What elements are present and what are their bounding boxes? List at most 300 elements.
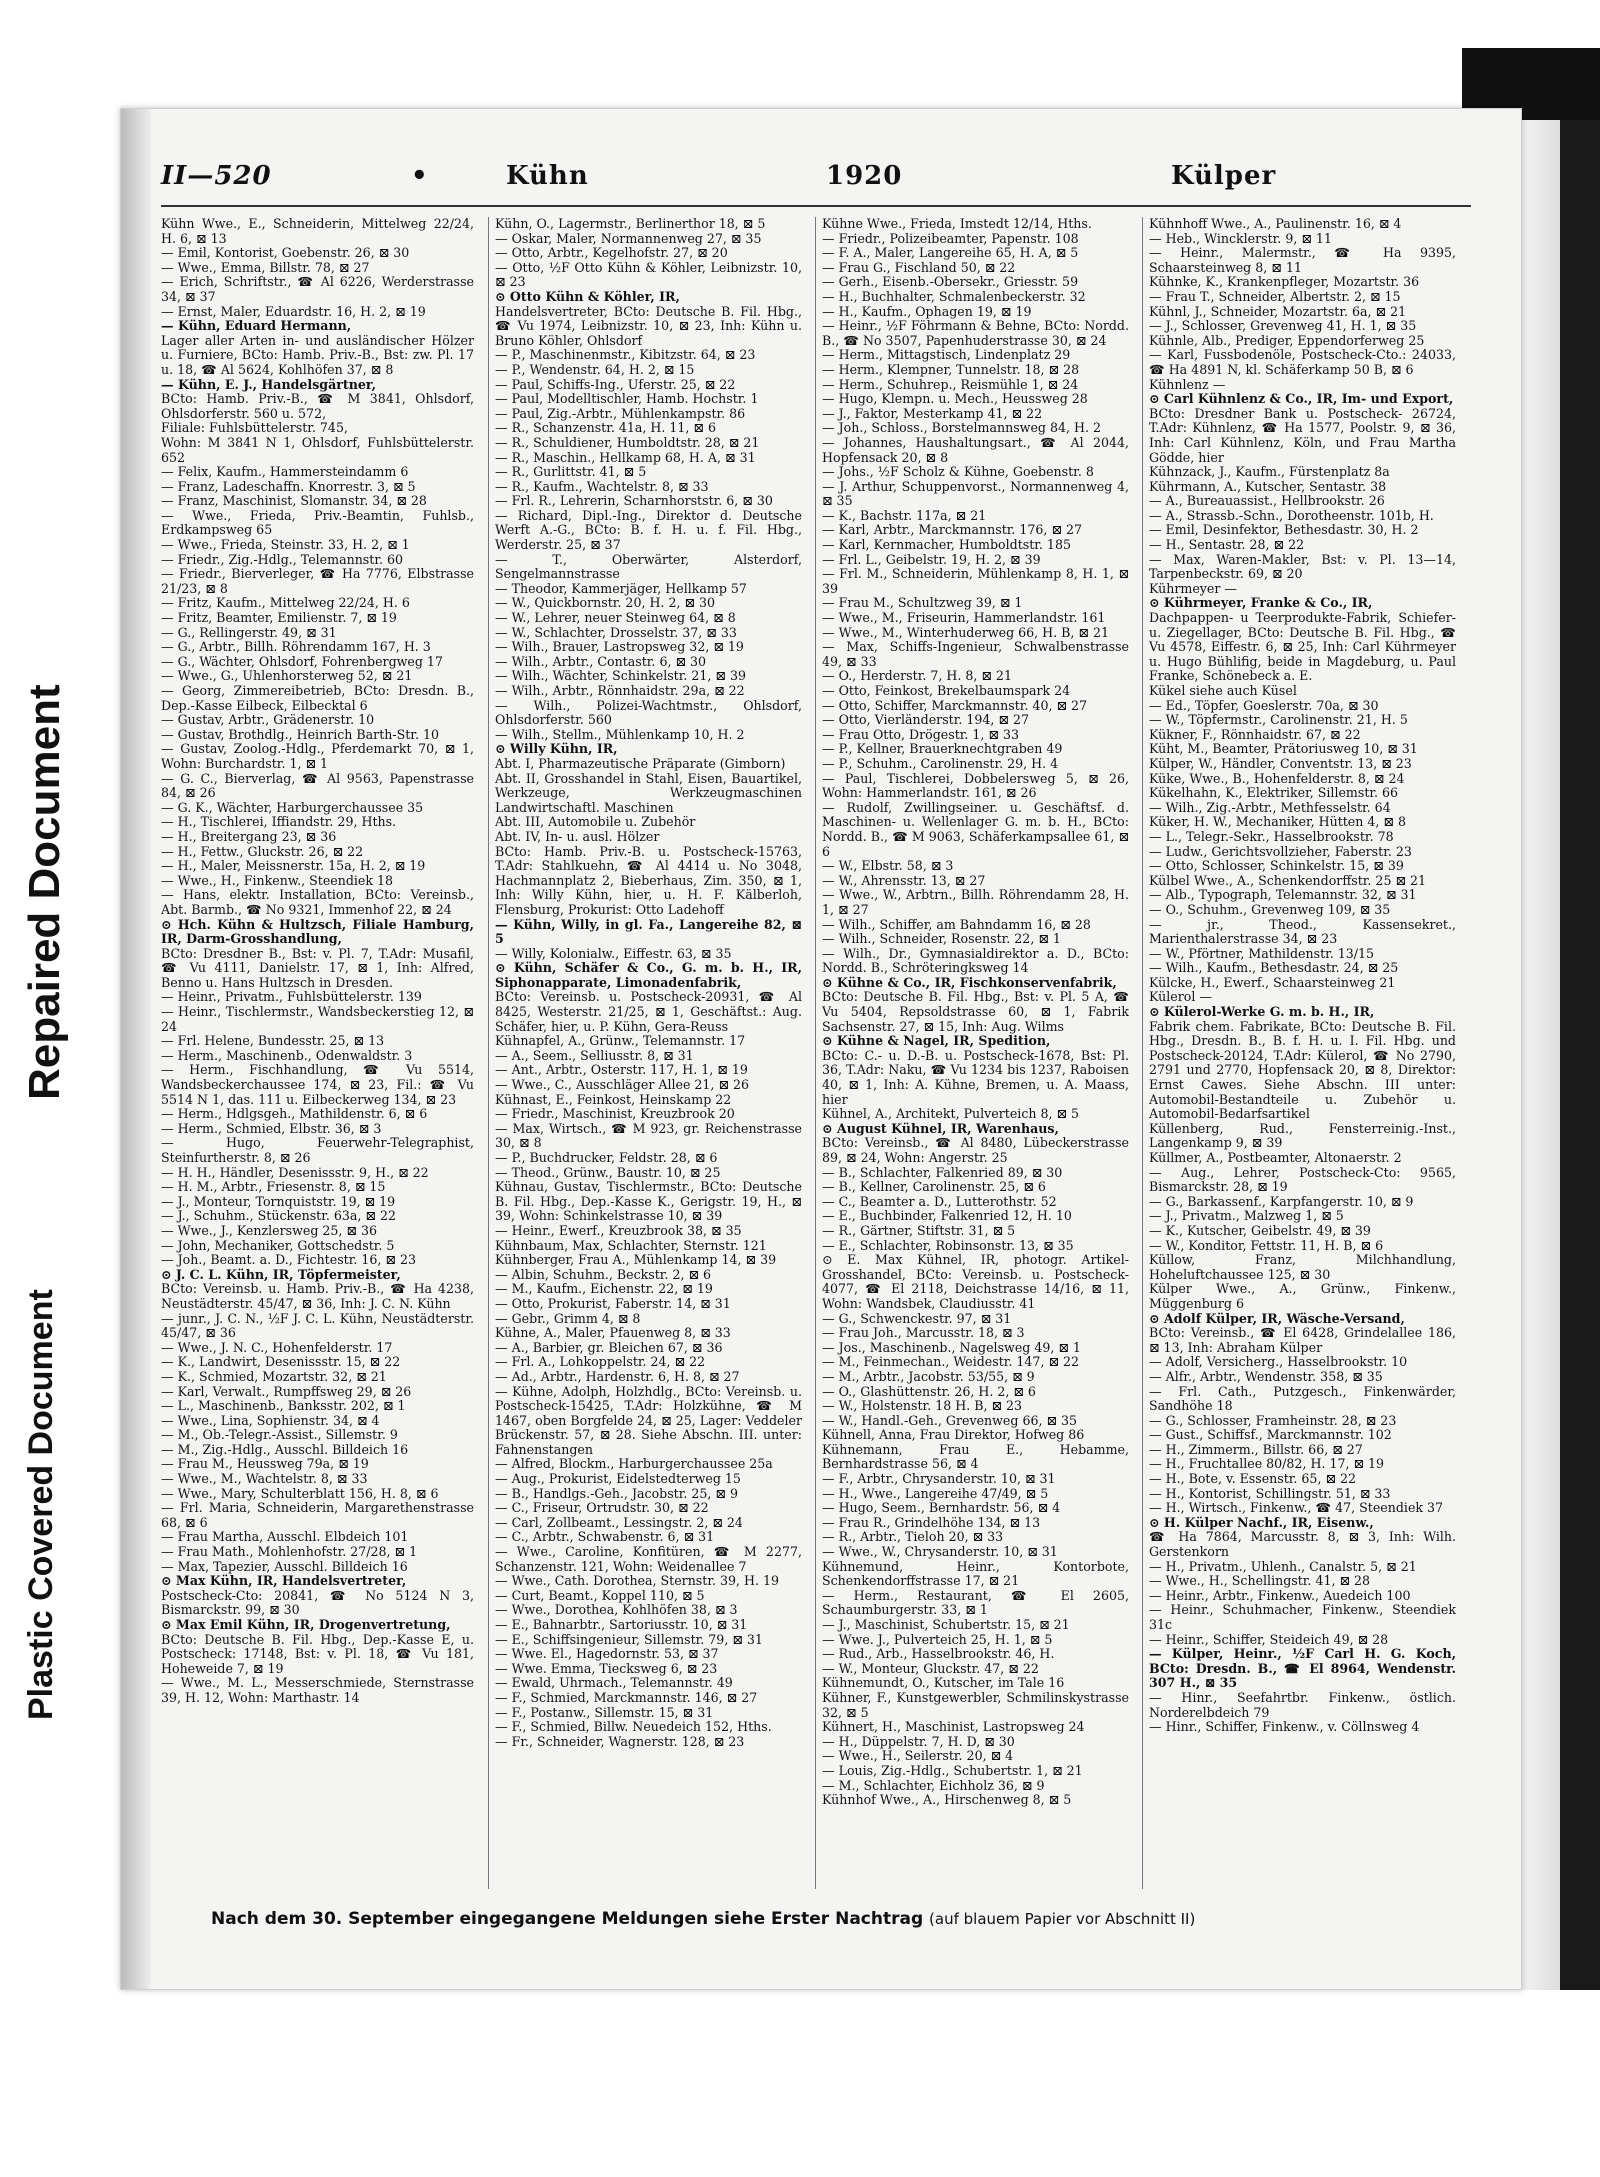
directory-entry: — C., Friseur, Ortrudstr. 30, ⊠ 22 (495, 1501, 709, 1516)
directory-entry: — Wwe., H., Finkenw., Steendiek 18 (161, 873, 394, 888)
column-4 (1142, 217, 1456, 1889)
directory-entry: ⊙ Carl Kühnlenz & Co., IR, Im- und Export, (1149, 392, 1454, 407)
directory-entry: Küllow, Franz, Milchhandlung, Hoheluftchaussee 125, ⊠ 30 (1149, 1253, 1456, 1282)
directory-entry: — Wilh., Schneider, Rosenstr. 22, ⊠ 1 (822, 932, 1061, 947)
directory-entry: Külper, W., Händler, Conventstr. 13, ⊠ 23 (1149, 756, 1412, 771)
directory-entry: Abt. I, Pharmazeutische Präparate (Gimborn) (495, 756, 786, 771)
directory-entry: — Frau Otto, Drögestr. 1, ⊠ 33 (822, 727, 1019, 742)
black-right-margin (1560, 120, 1600, 1990)
directory-entry: — B., Kellner, Carolinenstr. 25, ⊠ 6 (822, 1180, 1046, 1195)
directory-entry: — Wwe., W., Chrysanderstr. 10, ⊠ 31 (822, 1545, 1058, 1560)
directory-entry: — Heinr., Malermstr., ☎ Ha 9395, Schaarsteinweg 8, ⊠ 11 (1149, 246, 1456, 275)
directory-entry: — C., Arbtr., Schwabenstr. 6, ⊠ 31 (495, 1530, 715, 1545)
directory-entry: — H., Zimmerm., Billstr. 66, ⊠ 27 (1149, 1442, 1363, 1457)
directory-entry: — H., Kontorist, Schillingstr. 51, ⊠ 33 (1149, 1486, 1391, 1501)
directory-entry: — Fritz, Kaufm., Mittelweg 22/24, H. 6 (161, 596, 410, 611)
directory-entry: — J., Privatm., Malzweg 1, ⊠ 5 (1149, 1209, 1344, 1224)
directory-entry: — F. A., Maler, Langereihe 65, H. A, ⊠ 5 (822, 246, 1079, 261)
directory-entry: — Otto, Schlosser, Schinkelstr. 15, ⊠ 39 (1149, 859, 1404, 874)
directory-entry: — Ernst, Maler, Eduardstr. 16, H. 2, ⊠ 19 (161, 304, 426, 319)
directory-entry: ☎ Ha 7864, Marcusstr. 8, ⊠ 3, Inh: Wilh. Gerstenkorn (1149, 1530, 1456, 1560)
directory-entry: — Heinr., Arbtr., Finkenw., Auedeich 100 (1149, 1588, 1411, 1603)
directory-entry: — Max, Wirtsch., ☎ M 923, gr. Reichenstrasse 30, ⊠ 8 (495, 1121, 802, 1151)
directory-entry: — H., Wwe., Langereihe 47/49, ⊠ 5 (822, 1486, 1049, 1501)
directory-entry: Külper Wwe., A., Grünw., Finkenw., Müggenburg 6 (1149, 1282, 1456, 1311)
directory-entry: — Jos., Maschinenb., Nagelsweg 49, ⊠ 1 (822, 1340, 1081, 1355)
directory-entry: — Heinr., Schiffer, Steideich 49, ⊠ 28 (1149, 1632, 1389, 1647)
directory-entry: — Herm., Mittagstisch, Lindenplatz 29 (822, 348, 1071, 363)
directory-entry: Kühnlenz — (1149, 377, 1226, 392)
directory-entry: — Wwe., C., Ausschläger Allee 21, ⊠ 26 (495, 1078, 750, 1093)
directory-entry: BCto: Vereinsb., ☎ Al 8480, Lübeckerstrasse 89, ⊠ 24, Wohn: Angerstr. 25 (822, 1136, 1129, 1165)
directory-entry: — Heinr., Privatm., Fuhlsbüttelerstr. 139 (161, 990, 422, 1005)
directory-entry: — B., Handlgs.-Geh., Jacobstr. 25, ⊠ 9 (495, 1486, 738, 1501)
directory-entry: — Wwe., M. L., Messerschmiede, Sternstrasse 39, H. 12, Wohn: Marthastr. 14 (161, 1676, 474, 1705)
directory-entry: — Frau T., Schneider, Albertstr. 2, ⊠ 15 (1149, 289, 1401, 304)
directory-entry: ⊙ Kühn, Schäfer & Co., G. m. b. H., IR, Siphonapparate, Limonadenfabrik, (495, 961, 802, 990)
directory-entry: — Joh., Schloss., Borstelmannsweg 84, H. 2 (822, 421, 1102, 436)
directory-entry: — Wilh., Arbtr., Rönnhaidstr. 29a, ⊠ 22 (495, 684, 745, 698)
directory-entry: — Frau Martha, Ausschl. Elbdeich 101 (161, 1530, 409, 1545)
directory-entry: — H., Fruchtallee 80/82, H. 17, ⊠ 19 (1149, 1457, 1385, 1472)
directory-entry: — H. H., Händler, Desenissstr. 9, H., ⊠ 22 (161, 1165, 429, 1180)
directory-entry: Kühnel, A., Architekt, Pulverteich 8, ⊠ 5 (822, 1107, 1080, 1122)
directory-entry: — Wwe., M., Wachtelstr. 8, ⊠ 33 (161, 1472, 368, 1487)
directory-entry: — Otto, Vierländerstr. 194, ⊠ 27 (822, 713, 1029, 728)
directory-entry: — H., Fettw., Gluckstr. 26, ⊠ 22 (161, 844, 364, 859)
directory-entry: — Max, Schiffs-Ingenieur, Schwalbenstrasse 49, ⊠ 33 (822, 640, 1129, 669)
directory-entry: — Franz, Maschinist, Slomanstr. 34, ⊠ 28 (161, 494, 427, 509)
directory-entry: — Wwe., Emma, Billstr. 78, ⊠ 27 (161, 260, 370, 275)
directory-entry: — W., Schlachter, Drosselstr. 37, ⊠ 33 (495, 625, 737, 640)
directory-entry: — Wwe., J., Kenzlersweg 25, ⊠ 36 (161, 1223, 378, 1238)
directory-entry: — J., Schuhm., Stückenstr. 63a, ⊠ 22 (161, 1209, 396, 1224)
directory-entry: — Wwe., Caroline, Konfitüren, ☎ M 2277, Schanzenstr. 121, Wohn: Weidenallee 7 (495, 1545, 802, 1574)
directory-entry: BCto: Deutsche B. Fil. Hbg., Bst: v. Pl. 5 A, ☎ Vu 5404, Repsoldstrasse 60, ⊠ 1, Fabrik Sachsenstr. 27, ⊠ 15, Inh: Aug. Wilms (822, 990, 1129, 1034)
directory-entry: — Joh., Beamt. a. D., Fichtestr. 16, ⊠ 23 (161, 1253, 416, 1268)
directory-entry: — R., Gurlittstr. 41, ⊠ 5 (495, 465, 647, 480)
directory-entry: — Wilh., Kaufm., Bethesdastr. 24, ⊠ 25 (1149, 961, 1399, 976)
directory-entry: Kührmeyer — (1149, 581, 1237, 596)
directory-entry: — R., Maschin., Hellkamp 68, H. A, ⊠ 31 (495, 450, 756, 465)
directory-entry: — E., Buchbinder, Falkenried 12, H. 10 (822, 1209, 1072, 1224)
directory-entry: — H., Maler, Meissnerstr. 15a, H. 2, ⊠ 19 (161, 859, 426, 874)
directory-entry: BCto: Vereinsb. u. Postscheck-20931, ☎ Al 8425, Westerstr. 21/25, ⊠ 1, Geschäftst.: Aug. Schäfer, hier, u. P. Kühn, Gera-Reuss (495, 990, 802, 1034)
directory-entry: — H., Buchhalter, Schmalenbeckerstr. 32 (822, 289, 1086, 304)
directory-entry: — Wilh., Stellm., Mühlenkamp 10, H. 2 (495, 727, 745, 742)
directory-entry: — Theodor, Kammerjäger, Hellkamp 57 (495, 581, 747, 596)
directory-entry: — Fritz, Beamter, Emilienstr. 7, ⊠ 19 (161, 611, 397, 626)
directory-entry: — H., Düppelstr. 7, H. D, ⊠ 30 (822, 1734, 1015, 1749)
directory-entry: Kühnast, E., Feinkost, Heinskamp 22 (495, 1092, 732, 1107)
page-header (161, 161, 1461, 195)
directory-entry: Kühnemann, Frau E., Hebamme, Bernhardstrasse 56, ⊠ 4 (822, 1442, 1129, 1472)
directory-entry: Filiale: Fuhlsbüttelerstr. 745, (161, 421, 348, 436)
directory-entry: — Kühn, Eduard Hermann, (161, 319, 352, 334)
directory-entry: — Wwe. El., Hagedornstr. 53, ⊠ 37 (495, 1647, 719, 1662)
directory-entry: — F., Schmied, Billw. Neuedeich 152, Hths. (495, 1720, 772, 1735)
directory-entry: Kühnke, K., Krankenpfleger, Mozartstr. 36 (1149, 275, 1420, 290)
directory-entry: — B., Schlachter, Falkenried 89, ⊠ 30 (822, 1165, 1063, 1180)
directory-entry: — A., Barbier, gr. Bleichen 67, ⊠ 36 (495, 1340, 723, 1355)
directory-entry: — Herm., Restaurant, ☎ El 2605, Schaumburgerstr. 33, ⊠ 1 (822, 1588, 1129, 1618)
directory-entry: — P., Schuhm., Carolinenstr. 29, H. 4 (822, 756, 1059, 771)
directory-entry: — J., Monteur, Tornquiststr. 19, ⊠ 19 (161, 1194, 396, 1209)
directory-entry: — H., Breitergang 23, ⊠ 36 (161, 829, 337, 844)
directory-entry: BCto: Dresdner Bank u. Postscheck- 26724, T.Adr: Kühnlenz, ☎ Ha 1577, Poolstr. 9, ⊠ 36, Inh: Carl Kühnlenz, Köln, und Frau Martha Gödde, hier (1149, 406, 1456, 465)
directory-entry: — K., Landwirt, Desenissstr. 15, ⊠ 22 (161, 1355, 401, 1370)
directory-entry: — Wwe., W., Arbtrn., Billh. Röhrendamm 28, H. 1, ⊠ 27 (822, 888, 1129, 917)
directory-entry: Kühnzack, J., Kaufm., Fürstenplatz 8a (1149, 465, 1390, 480)
directory-entry: ⊙ Max Kühn, IR, Handelsvertreter, (161, 1574, 407, 1589)
directory-entry: — Gustav, Arbtr., Grädenerstr. 10 (161, 713, 375, 728)
directory-entry: — Frau Math., Mohlenhofstr. 27/28, ⊠ 1 (161, 1545, 418, 1560)
page-number: II—520 (161, 161, 272, 191)
directory-entry: — Frl. Helene, Bundesstr. 25, ⊠ 13 (161, 1034, 385, 1049)
directory-entry: — J. Arthur, Schuppenvorst., Normannenweg 4, ⊠ 35 (822, 479, 1129, 509)
directory-entry: — G., Wächter, Ohlsdorf, Fohrenbergweg 17 (161, 654, 443, 669)
directory-entry: — H., Wirtsch., Finkenw., ☎ 47, Steendiek 37 (1149, 1501, 1444, 1516)
directory-entry: — Wwe., Dorothea, Kohlhöfen 38, ⊠ 3 (495, 1603, 738, 1618)
directory-entry: — Erich, Schriftstr., ☎ Al 6226, Werderstrasse 34, ⊠ 37 (161, 275, 474, 304)
directory-entry: — Gust., Schiffsf., Marckmannstr. 102 (1149, 1428, 1392, 1443)
directory-entry: — Kühne, Adolph, Holzhdlg., BCto: Vereinsb. u. Postscheck-15425, T.Adr: Holzkühne, ☎ M 1467, oben Borgfelde 24, ⊠ 25, Lager: Veddeler Brückenstr. 57, ⊠ 28. Siehe Abschn. III. unter: Fahnenstangen (495, 1384, 802, 1457)
directory-entry: — W., Elbstr. 58, ⊠ 3 (822, 859, 954, 874)
header-right-keyword: Külper (1171, 161, 1277, 191)
directory-entry: BCto: C.- u. D.-B. u. Postscheck-1678, Bst: Pl. 36, T.Adr: Naku, ☎ Vu 1234 bis 1237, Raboisen 40, ⊠ 1, Inh: A. Kühne, Bremen, u. A. Maass, hier (822, 1048, 1129, 1107)
directory-entry: — G. K., Wächter, Harburgerchaussee 35 (161, 800, 424, 815)
directory-entry: — Frau G., Fischland 50, ⊠ 22 (822, 260, 1016, 275)
directory-entry: — J., Schlosser, Grevenweg 41, H. 1, ⊠ 35 (1149, 319, 1417, 334)
directory-entry: — Wwe., H., Schellingstr. 41, ⊠ 28 (1149, 1574, 1371, 1589)
directory-entry: Külbel Wwe., A., Schenkendorffstr. 25 ⊠ 21 (1149, 873, 1427, 888)
directory-entry: — Frau M., Heussweg 79a, ⊠ 19 (161, 1457, 369, 1472)
directory-entry: — F., Arbtr., Chrysanderstr. 10, ⊠ 31 (822, 1472, 1056, 1487)
directory-entry: — T., Oberwärter, Alsterdorf, Sengelmannstrasse (495, 552, 802, 582)
directory-entry: — K., Schmied, Mozartstr. 32, ⊠ 21 (161, 1369, 387, 1384)
directory-entry: Kühnemundt, O., Kutscher, im Tale 16 (822, 1676, 1065, 1691)
directory-entry: Küllmer, A., Postbeamter, Altonaerstr. 2 (1149, 1151, 1402, 1165)
directory-entry: Küht, M., Beamter, Prätoriusweg 10, ⊠ 31 (1149, 742, 1418, 757)
directory-entry: — Friedr., Zig.-Hdlg., Telemannstr. 60 (161, 552, 404, 567)
directory-entry: — Frau R., Grindelhöhe 134, ⊠ 13 (822, 1515, 1041, 1530)
directory-entry: Küke, Wwe., B., Hohenfelderstr. 8, ⊠ 24 (1149, 771, 1405, 786)
directory-entry: — Karl, Kernmacher, Humboldtstr. 185 (822, 538, 1071, 553)
directory-entry: — Paul, Zig.-Arbtr., Mühlenkampstr. 86 (495, 406, 746, 421)
directory-entry: BCto: Hamb. Priv.-B. u. Postscheck-15763, T.Adr: Stahlkuehn, ☎ Al 4414 u. No 3048, Hachmannplatz 2, Bieberhaus, Zim. 350, ⊠ 1, Inh: Willy Kühn, hier, u. H. F. Kälberloh, Flensburg, Prokurist: Otto Ladehoff (495, 844, 802, 917)
directory-entry: — M., Kaufm., Eichenstr. 22, ⊠ 19 (495, 1282, 713, 1297)
directory-page (120, 108, 1522, 1990)
directory-entry: — Gustav, Brothdlg., Heinrich Barth-Str. 10 (161, 727, 439, 742)
directory-entry: ⊙ E. Max Kühnel, IR, photogr. Artikel-Grosshandel, BCto: Vereinsb. u. Postscheck-4077, ☎ El 2118, Deichstrasse 14/16, ⊠ 11, Wohn: Wandsbek, Claudiusstr. 41 (822, 1253, 1129, 1311)
directory-entry: Kühnhoff Wwe., A., Paulinenstr. 16, ⊠ 4 (1149, 217, 1402, 231)
directory-entry: — Georg, Zimmereibetrieb, BCto: Dresdn. B., Dep.-Kasse Eilbeck, Eilbecktal 6 (161, 684, 474, 713)
directory-entry: Lager aller Arten in- und ausländischer Hölzer u. Furniere, BCto: Hamb. Priv.-B., Bst: zw. Pl. 17 u. 18, ☎ Al 5624, Kohlhöfen 37, ⊠ 8 (161, 333, 474, 377)
directory-entry: — H., Kaufm., Ophagen 19, ⊠ 19 (822, 304, 1032, 319)
directory-entry: — Richard, Dipl.-Ing., Direktor d. Deutsche Werft A.-G., BCto: B. f. H. u. f. Fil. Hbg., Werderstr. 25, ⊠ 37 (495, 508, 802, 553)
directory-entry: — Otto, Feinkost, Brekelbaumspark 24 (822, 684, 1071, 698)
directory-entry: Kükel siehe auch Küsel (1149, 684, 1297, 698)
directory-entry: — Wwe. Emma, Tiecksweg 6, ⊠ 23 (495, 1661, 718, 1676)
directory-entry: — J., Maschinist, Schubertstr. 15, ⊠ 21 (822, 1618, 1070, 1632)
directory-entry: — Wwe., Frieda, Priv.-Beamtin, Fuhlsb., Erdkampsweg 65 (161, 508, 474, 538)
directory-entry: — M., Feinmechan., Weidestr. 147, ⊠ 22 (822, 1355, 1080, 1370)
directory-entry: — Otto, Schiffer, Marckmannstr. 40, ⊠ 27 (822, 698, 1088, 713)
directory-entry: — Frl. Cath., Putzgesch., Finkenwärder, Sandhöhe 18 (1149, 1384, 1456, 1414)
directory-entry: — Gustav, Zoolog.-Hdlg., Pferdemarkt 70, ⊠ 1, Wohn: Burchardstr. 1, ⊠ 1 (161, 742, 474, 771)
directory-entry: — E., Schiffsingenieur, Sillemstr. 79, ⊠ 31 (495, 1632, 763, 1647)
directory-entry: — Wwe., Cath. Dorothea, Sternstr. 39, H. 19 (495, 1574, 780, 1589)
directory-entry: Abt. II, Grosshandel in Stahl, Eisen, Bauartikel, Werkzeuge, Werkzeugmaschinen Landwirtschaftl. Maschinen (495, 771, 802, 815)
directory-entry: — Paul, Tischlerei, Dobbelersweg 5, ⊠ 26, Wohn: Hammerlandstr. 161, ⊠ 26 (822, 771, 1129, 801)
directory-entry: Kühnapfel, A., Grünw., Telemannstr. 17 (495, 1034, 746, 1049)
directory-entry: — Wwe., Lina, Sophienstr. 34, ⊠ 4 (161, 1413, 380, 1428)
directory-entry: — Aug., Prokurist, Eidelstedterweg 15 (495, 1472, 741, 1487)
directory-entry: ⊙ Hch. Kühn & Hultzsch, Filiale Hamburg, IR, Darm-Grosshandlung, (161, 917, 474, 947)
header-left-keyword: Kühn (506, 161, 589, 191)
directory-entry: Abt. IV, In- u. ausl. Hölzer (495, 829, 660, 844)
directory-entry: Küllenberg, Rud., Fensterreinig.-Inst., Langenkamp 9, ⊠ 39 (1149, 1121, 1456, 1151)
directory-entry: — Ad., Arbtr., Hardenstr. 6, H. 8, ⊠ 27 (495, 1369, 740, 1384)
directory-entry: — Rud., Arb., Hasselbrookstr. 46, H. (822, 1647, 1055, 1662)
directory-entry: — Louis, Zig.-Hdlg., Schubertstr. 1, ⊠ 21 (822, 1763, 1083, 1778)
directory-entry: ⊙ Kühne & Nagel, IR, Spedition, (822, 1034, 1051, 1049)
directory-entry: — Otto, Prokurist, Faberstr. 14, ⊠ 31 (495, 1296, 731, 1311)
directory-entry: — M., Ob.-Telegr.-Assist., Sillemstr. 9 (161, 1428, 398, 1443)
directory-entry: — Rudolf, Zwillingseiner. u. Geschäftsf. d. Maschinen- u. Wellenlager G. m. b. H., BCto: Nordd. B., ☎ M 9063, Schäferkampsallee 61, ⊠ 6 (822, 800, 1129, 859)
side-label-repaired: Repaired Document (20, 684, 69, 1100)
directory-entry: — K., Bachstr. 117a, ⊠ 21 (822, 508, 987, 523)
directory-entry: — R., Schanzenstr. 41a, H. 11, ⊠ 6 (495, 421, 716, 436)
directory-entry: — Herm., Maschinenb., Odenwaldstr. 3 (161, 1048, 413, 1063)
directory-entry: Kühnbaum, Max, Schlachter, Sternstr. 121 (495, 1238, 767, 1253)
directory-entry: Küker, H. W., Mechaniker, Hütten 4, ⊠ 8 (1149, 815, 1406, 830)
directory-entry: — Heb., Wincklerstr. 9, ⊠ 11 (1149, 231, 1332, 246)
directory-entry: — P., Buchdrucker, Feldstr. 28, ⊠ 6 (495, 1151, 718, 1165)
directory-entry: — Herm., Schmied, Elbstr. 36, ⊠ 3 (161, 1121, 382, 1136)
directory-entry: — Wwe., Frieda, Steinstr. 33, H. 2, ⊠ 1 (161, 538, 410, 553)
directory-entry: — Gebr., Grimm 4, ⊠ 8 (495, 1311, 641, 1326)
directory-entry: — Emil, Desinfektor, Bethesdastr. 30, H. 2 (1149, 523, 1419, 538)
directory-entry: — G., Rellingerstr. 49, ⊠ 31 (161, 625, 337, 640)
directory-entry: — R., Schuldiener, Humboldtstr. 28, ⊠ 21 (495, 435, 760, 450)
directory-entry: — Wilh., Schiffer, am Bahndamm 16, ⊠ 28 (822, 917, 1091, 932)
directory-entry: — L., Maschinenb., Banksstr. 202, ⊠ 1 (161, 1399, 406, 1414)
directory-entry: — Johannes, Haushaltungsart., ☎ Al 2044, Hopfensack 20, ⊠ 8 (822, 435, 1129, 465)
directory-entry: — Oskar, Maler, Normannenweg 27, ⊠ 35 (495, 231, 762, 246)
directory-entry: — H., Privatm., Uhlenh., Canalstr. 5, ⊠ 21 (1149, 1559, 1417, 1574)
directory-entry: — W., Ahrensstr. 13, ⊠ 27 (822, 873, 986, 888)
directory-entry: — W., Konditor, Fettstr. 11, H. B, ⊠ 6 (1149, 1238, 1384, 1253)
directory-entry: — W., Holstenstr. 18 H. B, ⊠ 23 (822, 1399, 1023, 1414)
directory-entry: ⊙ Willy Kühn, IR, (495, 742, 618, 757)
directory-entry: Külerol — (1149, 990, 1212, 1005)
directory-entry: Kühn Wwe., E., Schneiderin, Mittelweg 22/24, H. 6, ⊠ 13 (161, 217, 474, 246)
directory-entry: Kühnl, J., Schneider, Mozartstr. 6a, ⊠ 21 (1149, 304, 1407, 319)
directory-entry: Kühnle, Alb., Prediger, Eppendorferweg 25 (1149, 333, 1425, 348)
directory-entry: — Wilh., Brauer, Lastropsweg 32, ⊠ 19 (495, 640, 744, 655)
directory-entry: — E., Schlachter, Robinsonstr. 13, ⊠ 35 (822, 1238, 1074, 1253)
directory-entry: — Johs., ½F Scholz & Kühne, Goebenstr. 8 (822, 465, 1094, 480)
directory-entry: BCto: Vereinsb., ☎ El 6428, Grindelallee 186, ⊠ 13, Inh: Abraham Külper (1149, 1326, 1456, 1355)
directory-entry: — Hugo, Seem., Bernhardstr. 56, ⊠ 4 (822, 1501, 1061, 1516)
directory-entry: Handelsvertreter, BCto: Deutsche B. Fil. Hbg., ☎ Vu 1974, Leibnizstr. 10, ⊠ 23, Inh: Kühn u. Bruno Köhler, Ohlsdorf (495, 304, 802, 348)
directory-entry: Wohn: M 3841 N 1, Ohlsdorf, Fuhlsbüttelerstr. 652 (161, 435, 474, 465)
directory-entry: BCto: Deutsche B. Fil. Hbg., Dep.-Kasse E, u. Postscheck: 17148, Bst: v. Pl. 18, ☎ Vu 181, Hoheweide 7, ⊠ 19 (161, 1632, 474, 1676)
directory-entry: Kühnell, Anna, Frau Direktor, Hofweg 86 (822, 1428, 1085, 1443)
directory-entry: — R., Kaufm., Wachtelstr. 8, ⊠ 33 (495, 479, 709, 494)
directory-entry: — Wilh., Wächter, Schinkelstr. 21, ⊠ 39 (495, 669, 746, 684)
directory-entry: — Karl, Verwalt., Rumpffsweg 29, ⊠ 26 (161, 1384, 412, 1399)
directory-entry: — R., Arbtr., Tieloh 20, ⊠ 33 (822, 1530, 1004, 1545)
directory-entry: — Ed., Töpfer, Goeslerstr. 70a, ⊠ 30 (1149, 698, 1379, 713)
directory-entry: — Hinr., Seefahrtbr. Finkenw., östlich. Norderelbdeich 79 (1149, 1690, 1456, 1720)
directory-entry: — Heinr., Schuhmacher, Finkenw., Steendiek 31c (1149, 1603, 1456, 1632)
directory-entry: — Paul, Modelltischler, Hamb. Hochstr. 1 (495, 392, 759, 407)
directory-entry: — F., Postanw., Sillemstr. 15, ⊠ 31 (495, 1705, 714, 1720)
column-2 (488, 217, 802, 1889)
directory-entry: Kühnau, Gustav, Tischlermstr., BCto: Deutsche B. Fil. Hbg., Dep.-Kasse K., Gerigstr. 19, H., ⊠ 39, Wohn: Schinkelstrasse 10, ⊠ 39 (495, 1180, 802, 1224)
directory-entry: Fabrik chem. Fabrikate, BCto: Deutsche B. Fil. Hbg., Dresdn. B., B. f. H. u. I. Fil. Hbg. und Postscheck-20124, T.Adr: Külerol, ☎ No 2790, 2791 und 2770, Hopfensack 20, ⊠ 8, Direktor: Ernst Cawes. Siehe Abschn. III unter: Automobil-Bestandteile u. Zubehör u. Automobil-Bedarfsartikel (1149, 1019, 1456, 1122)
directory-entry: — Wwe., Mary, Schulterblatt 156, H. 8, ⊠ 6 (161, 1486, 439, 1501)
directory-entry: — Fr., Schneider, Wagnerstr. 128, ⊠ 23 (495, 1734, 745, 1749)
directory-entry: — Frau M., Schultzweg 39, ⊠ 1 (822, 596, 1023, 611)
directory-entry: — W., Monteur, Gluckstr. 47, ⊠ 22 (822, 1661, 1039, 1676)
directory-entry: — Heinr., ½F Föhrmann & Behne, BCto: Nordd. B., ☎ No 3507, Papenhuderstrasse 30, ⊠ 24 (822, 319, 1129, 348)
directory-entry: — Frl. A., Lohkoppelstr. 24, ⊠ 22 (495, 1355, 706, 1370)
directory-entry: Kühn, O., Lagermstr., Berlinerthor 18, ⊠ 5 (495, 217, 766, 231)
directory-entry: — W., Pförtner, Mathildenstr. 13/15 (1149, 946, 1375, 961)
header-dot: • (411, 161, 429, 191)
directory-entry: — Hugo, Klempn. u. Mech., Heussweg 28 (822, 392, 1088, 407)
directory-entry: ⊙ August Kühnel, IR, Warenhaus, (822, 1121, 1059, 1136)
directory-entry: — Frl. L., Geibelstr. 19, H. 2, ⊠ 39 (822, 552, 1041, 567)
directory-entry: ⊙ Kührmeyer, Franke & Co., IR, (1149, 596, 1373, 611)
header-rule (161, 205, 1471, 207)
directory-entry: — Gerh., Eisenb.-Obersekr., Griesstr. 59 (822, 275, 1079, 290)
directory-entry: — G. C., Bierverlag, ☎ Al 9563, Papenstrasse 84, ⊠ 26 (161, 771, 474, 801)
directory-entry: — Wilh., Polizei-Wachtmstr., Ohlsdorf, Ohlsdorferstr. 560 (495, 698, 802, 728)
directory-entry: — A., Seem., Selliusstr. 8, ⊠ 31 (495, 1048, 694, 1063)
directory-entry: Kühnemund, Heinr., Kontorbote, Schenkendorffstrasse 17, ⊠ 21 (822, 1559, 1129, 1589)
directory-entry: — G., Barkassenf., Karpfangerstr. 10, ⊠ 9 (1149, 1194, 1414, 1209)
directory-entry: — M., Arbtr., Jacobstr. 53/55, ⊠ 9 (822, 1369, 1035, 1384)
directory-entry: — Aug., Lehrer, Postscheck-Cto: 9565, Bismarckstr. 28, ⊠ 19 (1149, 1165, 1456, 1195)
footer-main: Nach dem 30. September eingegangene Meldungen siehe Erster Nachtrag (211, 1909, 924, 1929)
directory-entry: — junr., J. C. N., ½F J. C. L. Kühn, Neustädterstr. 45/47, ⊠ 36 (161, 1311, 474, 1341)
directory-entry: — Wilh., Zig.-Arbtr., Methfesselstr. 64 (1149, 800, 1391, 815)
directory-entry: ⊙ Adolf Külper, IR, Wäsche-Versand, (1149, 1311, 1405, 1326)
directory-entry: — C., Beamter a. D., Lutterothstr. 52 (822, 1194, 1057, 1209)
directory-entry: ⊙ H. Külper Nachf., IR, Eisenw., (1149, 1515, 1374, 1530)
directory-entry: — Willy, Kolonialw., Eiffestr. 63, ⊠ 35 (495, 946, 732, 961)
directory-entry: — R., Gärtner, Stiftstr. 31, ⊠ 5 (822, 1223, 1016, 1238)
directory-entry: — O., Herderstr. 7, H. 8, ⊠ 21 (822, 669, 1012, 684)
directory-entry: — J., Faktor, Mesterkamp 41, ⊠ 22 (822, 406, 1043, 421)
directory-entry: — Friedr., Maschinist, Kreuzbrook 20 (495, 1107, 735, 1122)
directory-entry: — Albin, Schuhm., Beckstr. 2, ⊠ 6 (495, 1267, 712, 1282)
directory-entry: Kühnberger, Frau A., Mühlenkamp 14, ⊠ 39 (495, 1253, 777, 1268)
directory-entry: — G., Schlosser, Framheinstr. 28, ⊠ 23 (1149, 1413, 1397, 1428)
directory-entry: — Herm., Fischhandlung, ☎ Vu 5514, Wandsbeckerchaussee 174, ⊠ 23, Fil.: ☎ Vu 5514 N 1, das. 111 u. Eilbeckerweg 134, ⊠ 23 (161, 1063, 474, 1107)
directory-entry: — A., Bureauassist., Hellbrookstr. 26 (1149, 494, 1385, 509)
directory-entry: Kühne, A., Maler, Pfauenweg 8, ⊠ 33 (495, 1326, 731, 1341)
directory-entry: — Otto, Arbtr., Kegelhofstr. 27, ⊠ 20 (495, 246, 728, 261)
directory-entry: — Frl. Maria, Schneiderin, Margarethenstrasse 68, ⊠ 6 (161, 1501, 474, 1530)
directory-entry: — Adolf, Versicherg., Hasselbrookstr. 10 (1149, 1355, 1408, 1370)
directory-entry: — M., Schlachter, Eichholz 36, ⊠ 9 (822, 1778, 1045, 1793)
directory-entry: — M., Zig.-Hdlg., Ausschl. Billdeich 16 (161, 1442, 409, 1457)
footer-note (211, 1909, 1471, 1929)
directory-entry: ⊙ Külerol-Werke G. m. b. H., IR, (1149, 1005, 1375, 1020)
directory-entry: Kührmann, A., Kutscher, Sentastr. 38 (1149, 479, 1387, 494)
directory-entry: ⊙ Otto Kühn & Köhler, IR, (495, 289, 680, 304)
directory-entry: BCto: Vereinsb. u. Hamb. Priv.-B., ☎ Ha 4238, Neustädterstr. 45/47, ⊠ 36, Inh: J. C. N. Kühn (161, 1282, 474, 1311)
directory-entry: — Hinr., Schiffer, Finkenw., v. Cöllnsweg 4 (1149, 1720, 1420, 1735)
header-year: 1920 (826, 161, 903, 191)
directory-entry: — H. M., Arbtr., Friesenstr. 8, ⊠ 15 (161, 1180, 386, 1195)
directory-entry: Kükelhahn, K., Elektriker, Sillemstr. 66 (1149, 786, 1399, 801)
directory-entry: — Karl, Fussbodenöle, Postscheck-Cto.: 24033, ☎ Ha 4891 N, kl. Schäferkamp 50 B, ⊠ 6 (1149, 348, 1456, 377)
directory-entry: — H., Sentastr. 28, ⊠ 22 (1149, 538, 1305, 553)
directory-entry: — Hugo, Feuerwehr-Telegraphist, Steinfurtherstr. 8, ⊠ 26 (161, 1136, 474, 1165)
directory-entry: — Frl. M., Schneiderin, Mühlenkamp 8, H. 1, ⊠ 39 (822, 567, 1129, 596)
directory-entry: — G., Arbtr., Billh. Röhrendamm 167, H. 3 (161, 640, 431, 655)
directory-entry: — Herm., Schuhrep., Reismühle 1, ⊠ 24 (822, 377, 1079, 392)
directory-entry: ⊙ Max Emil Kühn, IR, Drogenvertretung, (161, 1618, 451, 1632)
directory-entry: — Wwe., M., Winterhuderweg 66, H. B, ⊠ 21 (822, 625, 1109, 640)
directory-entry: — Alfr., Arbtr., Wendenstr. 358, ⊠ 35 (1149, 1369, 1383, 1384)
directory-entry: — F., Schmied, Marckmannstr. 146, ⊠ 27 (495, 1690, 758, 1705)
directory-entry: — P., Kellner, Brauerknechtgraben 49 (822, 742, 1063, 757)
directory-entry: — Franz, Ladeschaffn. Knorrestr. 3, ⊠ 5 (161, 479, 416, 494)
directory-entry: — Herm., Klempner, Tunnelstr. 18, ⊠ 28 (822, 362, 1080, 377)
directory-entry: — H., Bote, v. Essenstr. 65, ⊠ 22 (1149, 1472, 1357, 1487)
directory-entry: — Curt, Beamt., Koppel 110, ⊠ 5 (495, 1588, 705, 1603)
directory-entry: — Theod., Grünw., Baustr. 10, ⊠ 25 (495, 1165, 721, 1180)
directory-entry: — Ludw., Gerichtsvollzieher, Faberstr. 23 (1149, 844, 1412, 859)
directory-entry: Kühnert, H., Maschinist, Lastropsweg 24 (822, 1720, 1085, 1735)
directory-entry: — Ewald, Uhrmach., Telemannstr. 49 (495, 1676, 733, 1691)
directory-entry: — Alfred, Blockm., Harburgerchaussee 25a (495, 1457, 773, 1472)
directory-entry: — Wwe., H., Seilerstr. 20, ⊠ 4 (822, 1749, 1014, 1764)
directory-entry: BCto: Dresdner B., Bst: v. Pl. 7, T.Adr: Musafil, ☎ Vu 4111, Danielstr. 17, ⊠ 1, Inh: Alfred, Benno u. Hans Hultzsch in Dresden. (161, 946, 474, 990)
directory-entry: — W., Quickbornstr. 20, H. 2, ⊠ 30 (495, 596, 716, 611)
directory-entry: — O., Glashüttenstr. 26, H. 2, ⊠ 6 (822, 1384, 1036, 1399)
directory-entry: — Karl, Arbtr., Marckmannstr. 176, ⊠ 27 (822, 523, 1083, 538)
next-page-edge (1520, 120, 1562, 1990)
directory-entry: Kühnhof Wwe., A., Hirschenweg 8, ⊠ 5 (822, 1793, 1072, 1808)
directory-entry: — jr., Theod., Kassensekret., Marienthalerstrasse 34, ⊠ 23 (1149, 917, 1456, 947)
directory-entry: BCto: Hamb. Priv.-B., ☎ M 3841, Ohlsdorf, Ohlsdorferstr. 560 u. 572, (161, 392, 474, 421)
directory-entry: Kühner, F., Kunstgewerbler, Schmilinskystrasse 32, ⊠ 5 (822, 1690, 1129, 1720)
directory-entry: — Frau Joh., Marcusstr. 18, ⊠ 3 (822, 1326, 1025, 1341)
directory-entry: — G., Schwenckestr. 97, ⊠ 31 (822, 1311, 1012, 1326)
footer-aside: (auf blauem Papier vor Abschnitt II) (929, 1910, 1196, 1928)
directory-entry: Postscheck-Cto: 20841, ☎ No 5124 N 3, Bismarckstr. 99, ⊠ 30 (161, 1588, 474, 1618)
directory-entry: — Herm., Hdlgsgeh., Mathildenstr. 6, ⊠ 6 (161, 1107, 428, 1122)
directory-entry: Dachpappen- u Teerprodukte-Fabrik, Schiefer- u. Ziegellager, BCto: Deutsche B. Fil. Hbg., ☎ Vu 4578, Eiffestr. 6, ⊠ 25, Inh: Carl Kührmeyer u. Hugo Bühlifig, beide in Magdeburg, u. Paul Franke, Schönebeck a. E. (1149, 611, 1456, 684)
side-label-plastic: Plastic Covered Document (22, 1289, 60, 1720)
directory-entry: — Felix, Kaufm., Hammersteindamm 6 (161, 465, 409, 480)
scan-edge (121, 109, 151, 1989)
directory-entry: — Wwe., G., Uhlenhorsterweg 52, ⊠ 21 (161, 669, 413, 684)
directory-entry: Abt. III, Automobile u. Zubehör (495, 815, 696, 830)
directory-entry: Kükner, F., Rönnhaidstr. 67, ⊠ 22 (1149, 727, 1361, 742)
directory-entry: — O., Schuhm., Grevenweg 109, ⊠ 35 (1149, 902, 1391, 917)
directory-entry: — L., Telegr.-Sekr., Hasselbrookstr. 78 (1149, 829, 1394, 844)
directory-entry: — Wwe. J., Pulverteich 25, H. 1, ⊠ 5 (822, 1632, 1053, 1647)
